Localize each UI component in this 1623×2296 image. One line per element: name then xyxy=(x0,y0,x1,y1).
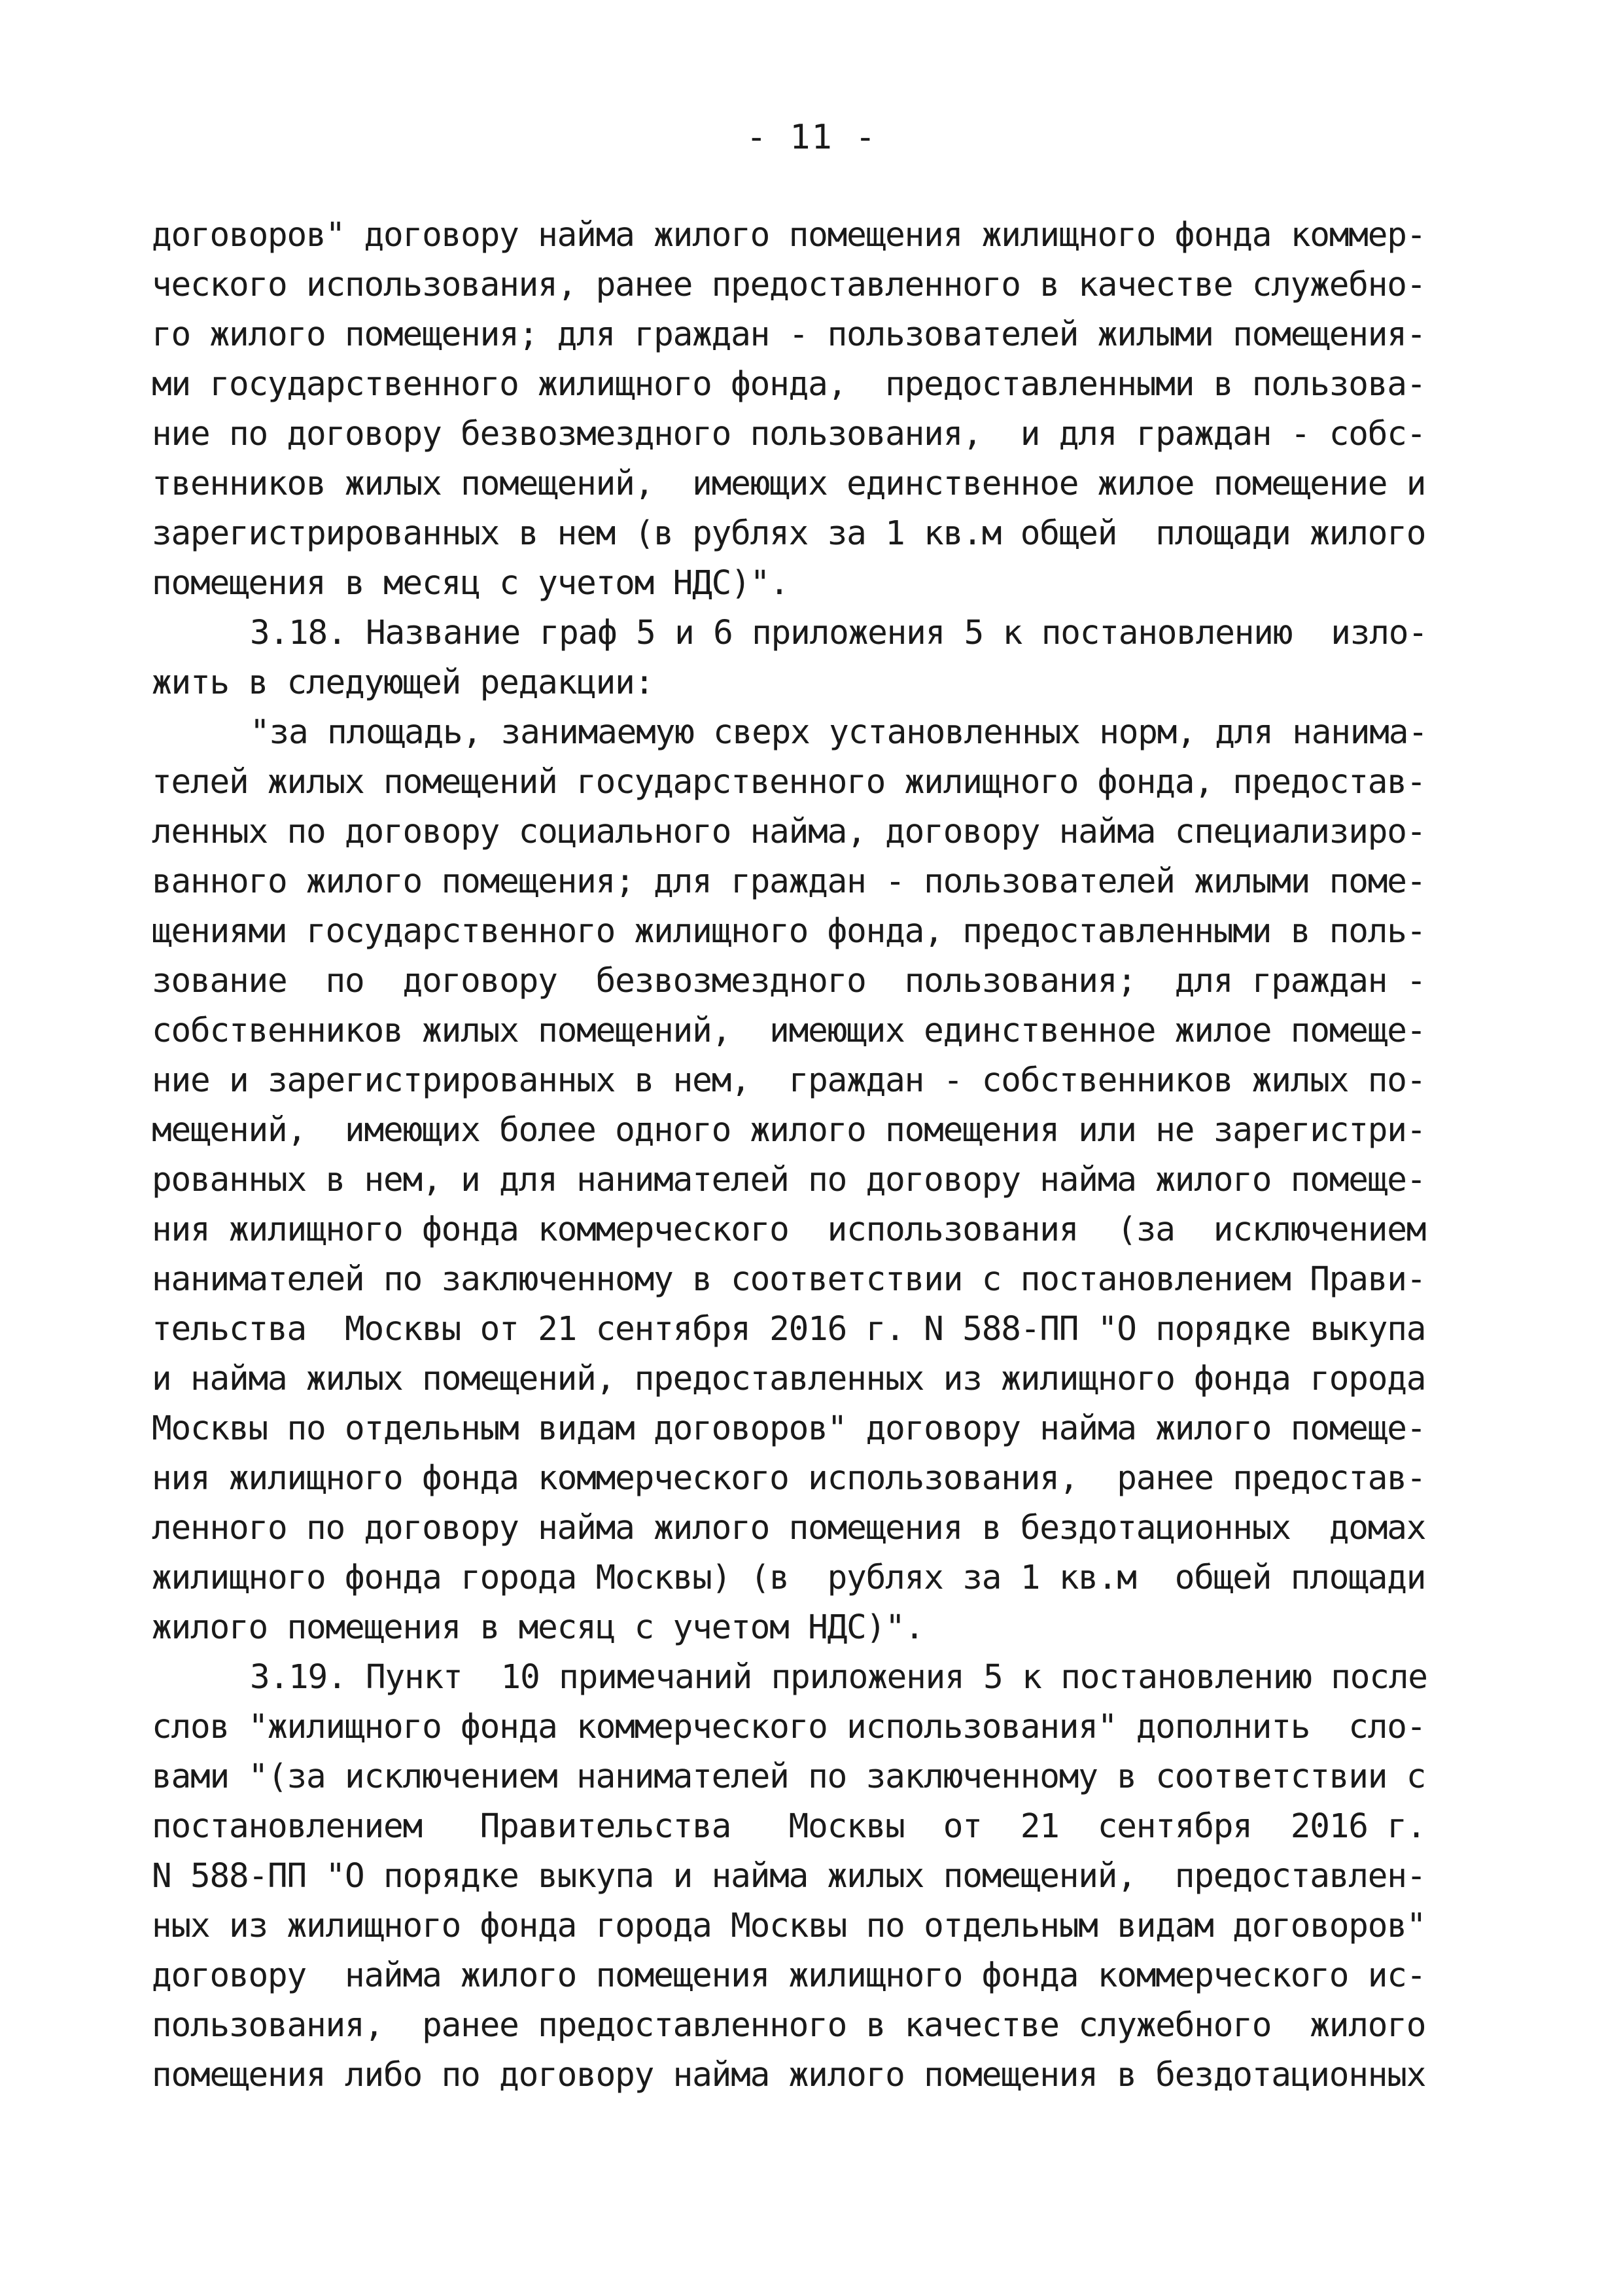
text-line: постановлением Правительства Москвы от 21 сентября 2016 г. xyxy=(152,1807,1426,1846)
text-line: ми государственного жилищного фонда, предоставленными в пользова- xyxy=(152,365,1426,404)
text-line: "за площадь, занимаемую сверх установленных норм, для нанима- xyxy=(250,713,1427,752)
text-line: го жилого помещения; для граждан - пользователей жилыми помещения- xyxy=(152,315,1426,354)
text-line: рованных в нем, и для нанимателей по договору найма жилого помеще- xyxy=(152,1161,1426,1199)
text-line: помещения либо по договору найма жилого помещения в бездотационных xyxy=(152,2056,1426,2094)
text-line: тельства Москвы от 21 сентября 2016 г. N 588-ПП "О порядке выкупа xyxy=(152,1310,1426,1349)
text-line: договоров" договору найма жилого помещения жилищного фонда коммер- xyxy=(152,216,1426,255)
text-line: ние по договору безвозмездного пользования, и для граждан - собс- xyxy=(152,415,1426,453)
text-line: щениями государственного жилищного фонда, предоставленными в поль- xyxy=(152,912,1426,951)
text-line: зование по договору безвозмездного пользования; для граждан - xyxy=(152,962,1426,1000)
text-line: слов "жилищного фонда коммерческого использования" дополнить сло- xyxy=(152,1708,1426,1746)
text-line: жилищного фонда города Москвы) (в рублях за 1 кв.м общей площади xyxy=(152,1559,1426,1597)
page-number: - 11 - xyxy=(746,118,877,157)
text-line: нанимателей по заключенному в соответствии с постановлением Прави- xyxy=(152,1260,1426,1299)
text-line: помещения в месяц с учетом НДС)". xyxy=(152,564,789,603)
text-line: собственников жилых помещений, имеющих единственное жилое помеще- xyxy=(152,1012,1426,1050)
text-line: жилого помещения в месяц с учетом НДС)". xyxy=(152,1608,924,1647)
text-line: ванного жилого помещения; для граждан - пользователей жилыми поме- xyxy=(152,862,1426,901)
text-line: вами "(за исключением нанимателей по заключенному в соответствии с xyxy=(152,1757,1426,1796)
text-line: договору найма жилого помещения жилищного фонда коммерческого ис- xyxy=(152,1956,1426,1995)
text-line: ленного по договору найма жилого помещения в бездотационных домах xyxy=(152,1509,1426,1547)
text-line: ние и зарегистрированных в нем, граждан - собственников жилых по- xyxy=(152,1061,1426,1100)
text-line: мещений, имеющих более одного жилого помещения или не зарегистри- xyxy=(152,1111,1426,1150)
text-line: жить в следующей редакции: xyxy=(152,663,654,702)
text-line: и найма жилых помещений, предоставленных из жилищного фонда города xyxy=(152,1360,1426,1398)
text-line: ленных по договору социального найма, договору найма специализиро- xyxy=(152,813,1426,851)
text-line: твенников жилых помещений, имеющих единственное жилое помещение и xyxy=(152,465,1426,503)
body-text xyxy=(152,211,1467,2100)
text-line: ния жилищного фонда коммерческого использования (за исключением xyxy=(152,1210,1426,1249)
text-line: зарегистрированных в нем (в рублях за 1 кв.м общей площади жилого xyxy=(152,514,1426,553)
text-line: пользования, ранее предоставленного в качестве служебного жилого xyxy=(152,2006,1426,2045)
text-line: ных из жилищного фонда города Москвы по отдельным видам договоров" xyxy=(152,1907,1426,1945)
text-line: N 588-ПП "О порядке выкупа и найма жилых помещений, предоставлен- xyxy=(152,1857,1426,1896)
text-line: 3.18. Название граф 5 и 6 приложения 5 к постановлению изло- xyxy=(250,614,1427,652)
text-line: 3.19. Пункт 10 примечаний приложения 5 к постановлению после xyxy=(250,1658,1427,1697)
text-line: ния жилищного фонда коммерческого использования, ранее предостав- xyxy=(152,1459,1426,1498)
text-line: ческого использования, ранее предоставленного в качестве служебно- xyxy=(152,266,1426,304)
text-line: телей жилых помещений государственного жилищного фонда, предостав- xyxy=(152,763,1426,802)
text-line: Москвы по отдельным видам договоров" договору найма жилого помеще- xyxy=(152,1409,1426,1448)
